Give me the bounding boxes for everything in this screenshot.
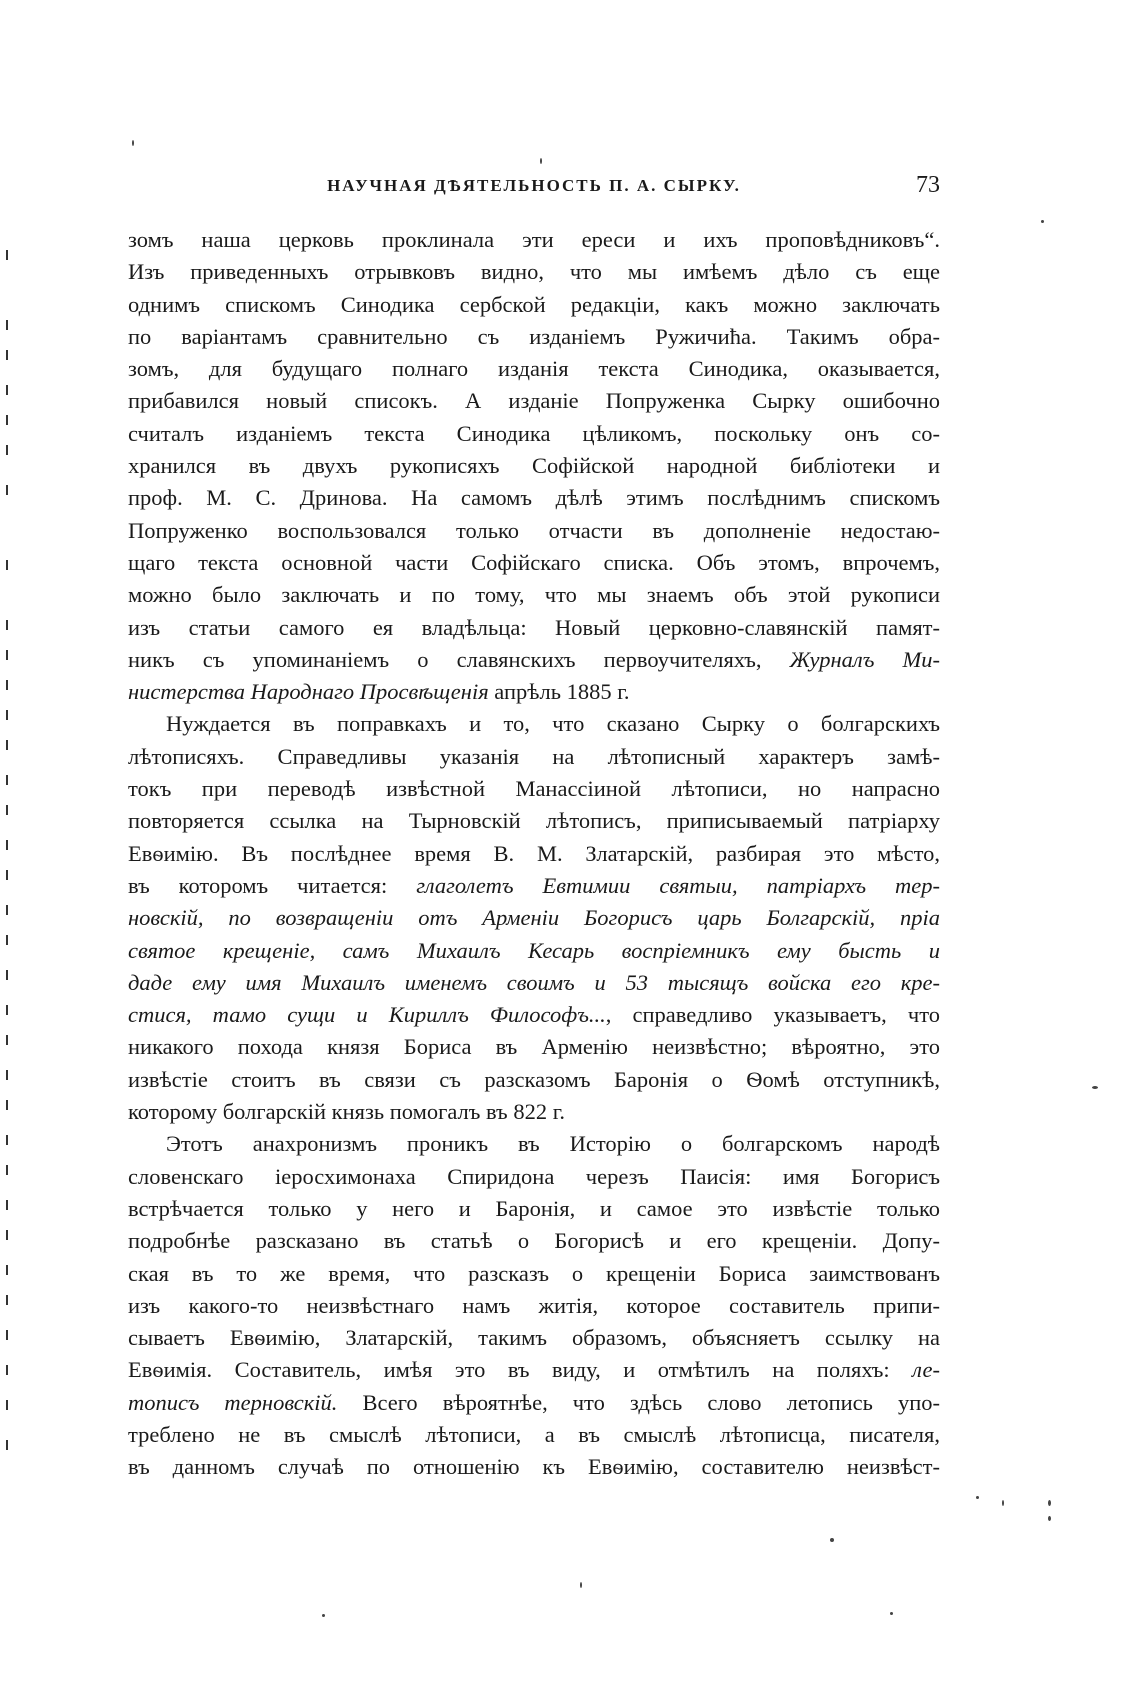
text-line: щаго текста основной части Софійскаго списка. Объ этомъ, впрочемъ, — [128, 549, 940, 575]
text-line: Попруженко воспользовался только отчасти въ дополненіе недостаю- — [128, 517, 940, 543]
text-segment: Евѳимія. Составитель, имѣя это въ виду, и отмѣтилъ на поляхъ: — [128, 1357, 890, 1383]
text-line: по варіантамъ сравнительно съ изданіемъ Ружичића. Такимъ обра- — [128, 323, 940, 349]
binding-mark — [6, 1295, 8, 1305]
binding-mark — [6, 680, 8, 690]
binding-mark — [6, 1365, 8, 1375]
binding-mark — [6, 1100, 8, 1110]
scan-speck — [580, 1582, 582, 1588]
text-line — [128, 1387, 940, 1419]
binding-edge-marks — [4, 240, 18, 1560]
text-line: можно было заключать и по тому, что мы знаемъ объ этой рукописи — [128, 582, 940, 608]
binding-mark — [6, 870, 8, 880]
text-line: хранился въ двухъ рукописяхъ Софійской народной библіотеки и — [128, 453, 940, 479]
text-line: однимъ спискомъ Синодика сербской редакціи, какъ можно заключать — [128, 291, 940, 317]
text-line: изъ статьи самого ея владѣльца: Новый церковно-славянскій памят- — [128, 614, 940, 640]
binding-mark — [6, 560, 8, 570]
text-segment: апрѣль 1885 г. — [494, 679, 630, 705]
text-line: треблено не въ смыслѣ лѣтописи, а въ смыслѣ лѣтописца, писателя, — [128, 1421, 940, 1447]
binding-mark — [6, 1400, 8, 1410]
text-line: повторяется ссылка на Тырновскій лѣтописъ, приписываемый патріарху — [128, 808, 940, 834]
italic-title: Журналъ Ми- — [789, 646, 940, 672]
text-line: извѣстіе стоитъ въ связи съ разсказомъ Баронія о Ѳомѣ отступникѣ, — [128, 1066, 940, 1092]
page-number: 73 — [916, 172, 940, 198]
scan-speck — [1002, 1500, 1004, 1506]
binding-mark — [6, 415, 8, 425]
binding-mark — [6, 935, 8, 945]
text-line: встрѣчается только у него и Баронія, и самое это извѣстіе только — [128, 1195, 940, 1221]
binding-mark — [6, 1135, 8, 1145]
binding-mark — [6, 1440, 8, 1450]
binding-mark — [6, 1230, 8, 1240]
scan-speck — [540, 158, 542, 164]
binding-mark — [6, 1005, 8, 1015]
binding-mark — [6, 650, 8, 660]
binding-mark — [6, 485, 8, 495]
text-line: словенскаго іеросхимонаха Спиридона черезъ Паисія: имя Богорисъ — [128, 1163, 940, 1189]
italic-quote: стися, тамо сущи и Кириллъ Философъ... — [128, 1002, 606, 1028]
scan-speck — [1092, 1086, 1098, 1089]
italic-quote: даде ему имя Михаилъ именемъ своимъ и 53 тысящъ войска его кре- — [128, 969, 940, 995]
italic-quote: ле- — [912, 1357, 940, 1383]
italic-quote: тописъ терновскій. — [128, 1389, 338, 1415]
text-line — [128, 935, 940, 967]
text-line — [128, 1354, 940, 1386]
text-line: въ данномъ случаѣ по отношенію къ Евѳимію, составителю неизвѣст- — [128, 1454, 940, 1480]
text-line: сываетъ Евѳимію, Златарскій, такимъ образомъ, объясняетъ ссылку на — [128, 1325, 940, 1351]
text-segment: въ которомъ читается: — [128, 872, 388, 898]
binding-mark — [6, 740, 8, 750]
text-line: зомъ, для будущаго полнаго изданія текста Синодика, оказывается, — [128, 356, 940, 382]
paragraph-start-line: Нуждается въ поправкахъ и то, что сказано Сырку о болгарскихъ — [166, 711, 940, 737]
italic-quote: глаголетъ Евтимии святыи, патріархъ тер- — [416, 872, 940, 898]
binding-mark — [6, 1035, 8, 1045]
binding-mark — [6, 905, 8, 915]
binding-mark — [6, 970, 8, 980]
scan-speck — [322, 1614, 325, 1617]
text-line: зомъ наша церковь проклинала эти ереси и ихъ проповѣдниковъ“. — [128, 227, 940, 252]
scan-speck — [830, 1538, 834, 1542]
text-segment: Всего вѣроятнѣе, что здѣсь слово летопись упо- — [362, 1389, 940, 1415]
binding-mark — [6, 1330, 8, 1340]
text-segment: никъ съ упоминаніемъ о славянскихъ первоучителяхъ, — [128, 646, 762, 672]
scan-speck — [976, 1496, 979, 1499]
italic-title: нистерства Народнаго Просвѣщенія — [128, 679, 489, 705]
binding-mark — [6, 1265, 8, 1275]
text-line: прибавился новый списокъ. А изданіе Попруженка Сырку ошибочно — [128, 388, 940, 414]
binding-mark — [6, 250, 8, 260]
text-line: Изъ приведенныхъ отрывковъ видно, что мы имѣемъ дѣло съ еще — [128, 259, 940, 285]
running-head — [128, 172, 940, 202]
text-line: токъ при переводѣ извѣстной Манассіиной лѣтописи, но напрасно — [128, 776, 940, 802]
text-line: проф. М. С. Дринова. На самомъ дѣлѣ этимъ послѣднимъ спискомъ — [128, 485, 940, 511]
text-line: считалъ изданіемъ текста Синодика цѣликомъ, поскольку онъ со- — [128, 420, 940, 446]
scan-speck — [1041, 220, 1044, 223]
binding-mark — [6, 805, 8, 815]
binding-mark — [6, 1165, 8, 1175]
body-text — [128, 224, 940, 1484]
running-title: НАУЧНАЯ ДѢЯТЕЛЬНОСТЬ П. А. СЫРКУ. — [327, 176, 741, 195]
binding-mark — [6, 1070, 8, 1080]
scan-speck — [1048, 1516, 1051, 1521]
binding-mark — [6, 385, 8, 395]
binding-mark — [6, 620, 8, 630]
text-segment: , справедливо указываетъ, что — [605, 1002, 940, 1028]
scan-speck — [890, 1612, 893, 1615]
binding-mark — [6, 710, 8, 720]
text-line — [128, 902, 940, 934]
text-line — [128, 676, 940, 708]
scan-speck — [132, 140, 134, 146]
text-line — [128, 967, 940, 999]
italic-quote: святое крещеніе, самъ Михаилъ Кесарь воспріемникъ ему бысть и — [128, 937, 940, 963]
scan-speck — [1048, 1500, 1051, 1506]
binding-mark — [6, 320, 8, 330]
text-line — [128, 999, 940, 1031]
text-line — [128, 644, 940, 676]
paragraph-start-line: Этотъ анахронизмъ проникъ въ Исторію о болгарскомъ народѣ — [166, 1131, 940, 1157]
binding-mark — [6, 1200, 8, 1210]
text-line: подробнѣе разсказано въ статьѣ о Богорисѣ и его крещеніи. Допу- — [128, 1228, 940, 1254]
text-line: Евѳимію. Въ послѣднее время В. М. Златарскій, разбирая это мѣсто, — [128, 840, 940, 866]
binding-mark — [6, 350, 8, 360]
text-line — [128, 870, 940, 902]
text-line: которому болгарскій князь помогалъ въ 822 г. — [128, 1099, 566, 1125]
binding-mark — [6, 840, 8, 850]
binding-mark — [6, 775, 8, 785]
text-line: ская въ то же время, что разсказъ о крещеніи Бориса заимствованъ — [128, 1260, 940, 1286]
text-line: никакого похода князя Бориса въ Арменію неизвѣстно; вѣроятно, это — [128, 1034, 940, 1060]
italic-quote: новскій, по возвращеніи отъ Арменіи Богорисъ царь Болгарскій, пріа — [128, 905, 940, 931]
text-line: лѣтописяхъ. Справедливы указанія на лѣтописный характеръ замѣ- — [128, 743, 940, 769]
binding-mark — [6, 445, 8, 455]
text-line: изъ какого-то неизвѣстнаго намъ житія, которое составитель припи- — [128, 1292, 940, 1318]
